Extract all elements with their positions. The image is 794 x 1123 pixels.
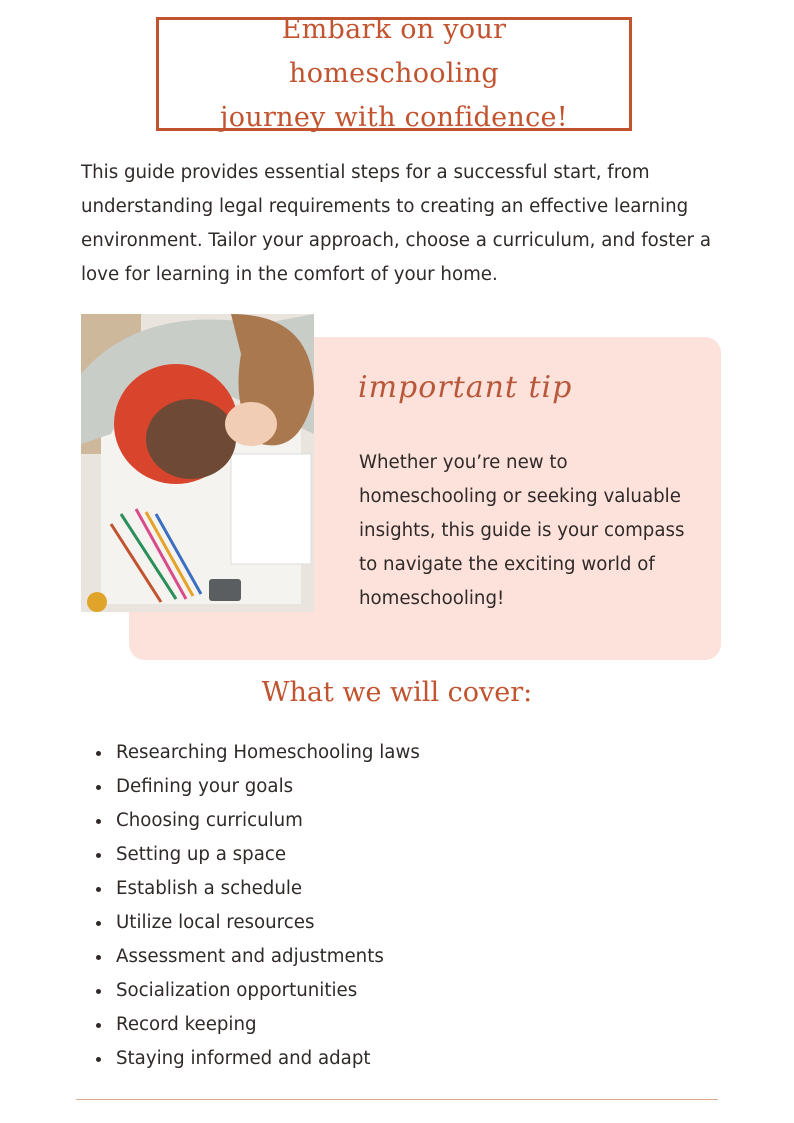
tip-text: Whether you’re new to homeschooling or seeking valuable insights, this guide is your compass to navigate the exciting world of homeschooling! [359, 452, 685, 609]
cover-list [96, 736, 420, 1076]
list-item: Choosing curriculum [96, 804, 420, 838]
list-item: Socialization opportunities [96, 974, 420, 1008]
list-item: Establish a schedule [96, 872, 420, 906]
list-item: Setting up a space [96, 838, 420, 872]
tip-title: important tip [358, 370, 573, 405]
list-item: Assessment and adjustments [96, 940, 420, 974]
homeschool-photo [81, 314, 314, 612]
title-line-1: Embark on your homeschooling [281, 14, 507, 89]
list-item: Utilize local resources [96, 906, 420, 940]
list-item: Defining your goals [96, 770, 420, 804]
title-box [156, 14, 632, 133]
page-title [179, 8, 609, 140]
list-item: Researching Homeschooling laws [96, 736, 420, 770]
list-item: Record keeping [96, 1008, 420, 1042]
cover-title: What we will cover: [261, 677, 533, 708]
intro-paragraph: This guide provides essential steps for a successful start, from understanding legal requirements to creating an effective learning environment. Tailor your approach, choose a curriculum, and foster a love for learning in the comfort of your home. [81, 162, 711, 285]
bottom-divider [76, 1099, 718, 1100]
homeschool-photo-illustration [81, 314, 314, 612]
title-line-2: journey with confidence! [220, 102, 568, 133]
list-item: Staying informed and adapt [96, 1042, 420, 1076]
